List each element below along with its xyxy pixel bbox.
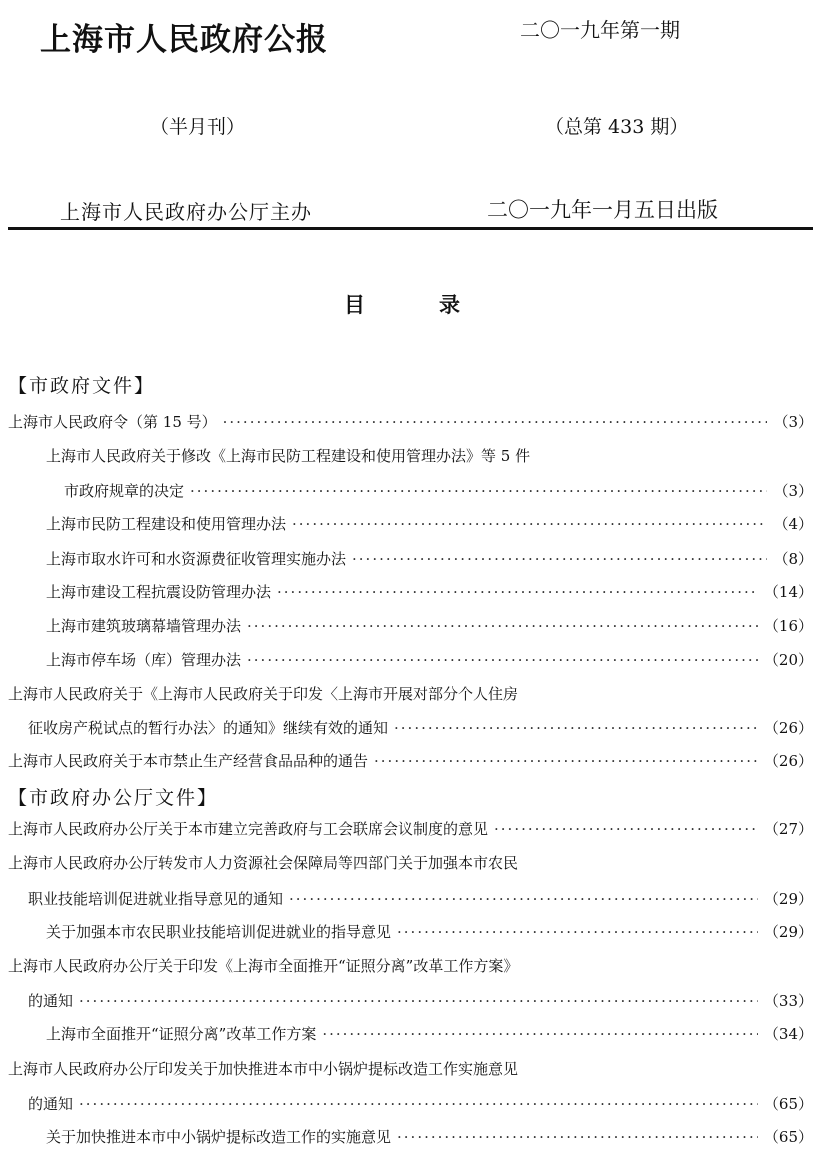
toc-entry-title: 上海市建筑玻璃幕墙管理办法 (46, 617, 242, 635)
toc-entry (28, 717, 813, 739)
dot-leader (394, 719, 758, 737)
toc-entry-line: 上海市人民政府办公厅印发关于加快推进本市中小锅炉提标改造工作实施意见 (8, 1060, 519, 1078)
toc-entry (46, 581, 813, 603)
toc-entry-title: 市政府规章的决定 (64, 482, 185, 500)
dot-leader (223, 413, 768, 431)
dot-leader (277, 583, 758, 601)
toc-entry (28, 888, 813, 910)
dot-leader (397, 923, 758, 941)
toc-entry (8, 750, 813, 772)
total-issue-number: （总第 433 期） (545, 116, 689, 138)
sponsor-line: 上海市人民政府办公厅主办 (60, 200, 312, 224)
toc-entry (46, 1023, 813, 1045)
toc-entry-title: 的通知 (28, 1095, 74, 1113)
section-heading: 【市政府文件】 (8, 375, 156, 397)
toc-entry-title: 职业技能培训促进就业指导意见的通知 (28, 890, 284, 908)
dot-leader (247, 651, 758, 669)
page-number: （16） (763, 617, 813, 635)
page-number: （26） (763, 719, 813, 737)
dot-leader (374, 752, 758, 770)
publish-date: 二〇一九年一月五日出版 (487, 198, 718, 222)
dot-leader (292, 515, 767, 533)
dot-leader (79, 1095, 758, 1113)
toc-entry-title: 征收房产税试点的暂行办法〉的通知》继续有效的通知 (28, 719, 389, 737)
page-number: （20） (763, 651, 813, 669)
toc-entry-title: 上海市民防工程建设和使用管理办法 (46, 515, 287, 533)
page-number: （8） (773, 550, 813, 568)
page-number: （65） (763, 1128, 813, 1146)
toc-entry-title: 上海市建设工程抗震设防管理办法 (46, 583, 272, 601)
page-number: （27） (763, 820, 813, 838)
page-number: （26） (763, 752, 813, 770)
page-number: （29） (763, 890, 813, 908)
dot-leader (289, 890, 758, 908)
toc-entry (8, 818, 813, 840)
toc-entry (28, 1093, 813, 1115)
dot-leader (494, 820, 758, 838)
toc-entry-line: 上海市人民政府关于《上海市人民政府关于印发〈上海市开展对部分个人住房 (8, 685, 519, 703)
dot-leader (322, 1025, 758, 1043)
page-number: （65） (763, 1095, 813, 1113)
toc-entry-title: 上海市取水许可和水资源费征收管理实施办法 (46, 550, 347, 568)
toc-entry-line: 上海市人民政府关于修改《上海市民防工程建设和使用管理办法》等 5 件 (46, 447, 531, 465)
page-number: （4） (773, 515, 813, 533)
toc-entry-title: 上海市全面推开“证照分离”改革工作方案 (46, 1025, 317, 1043)
page-number: （33） (763, 992, 813, 1010)
page-number: （3） (773, 413, 813, 431)
dot-leader (397, 1128, 758, 1146)
toc-entry-title: 上海市停车场（库）管理办法 (46, 651, 242, 669)
dot-leader (247, 617, 758, 635)
header-divider (8, 227, 813, 230)
page-number: （14） (763, 583, 813, 601)
page-number: （3） (773, 482, 813, 500)
page-number: （29） (763, 923, 813, 941)
toc-entry (8, 411, 813, 433)
toc-entry-line: 上海市人民政府办公厅转发市人力资源社会保障局等四部门关于加强本市农民 (8, 854, 519, 872)
dot-leader (79, 992, 758, 1010)
section-heading: 【市政府办公厅文件】 (8, 787, 219, 809)
page-number: （34） (763, 1025, 813, 1043)
toc-entry-title: 上海市人民政府办公厅关于本市建立完善政府与工会联席会议制度的意见 (8, 820, 489, 838)
gazette-title: 上海市人民政府公报 (40, 22, 328, 58)
toc-entry-title: 关于加快推进本市中小锅炉提标改造工作的实施意见 (46, 1128, 392, 1146)
toc-title: 目录 (344, 293, 534, 317)
publication-frequency: （半月刊） (150, 116, 246, 138)
toc-entry (28, 990, 813, 1012)
toc-entry-line: 上海市人民政府办公厅关于印发《上海市全面推开“证照分离”改革工作方案》 (8, 957, 519, 975)
toc-entry-title: 关于加强本市农民职业技能培训促进就业的指导意见 (46, 923, 392, 941)
toc-entry-title: 的通知 (28, 992, 74, 1010)
toc-entry-title: 上海市人民政府关于本市禁止生产经营食品品种的通告 (8, 752, 369, 770)
dot-leader (190, 482, 767, 500)
toc-entry (46, 921, 813, 943)
toc-entry-title: 上海市人民政府令（第 15 号） (8, 413, 217, 431)
toc-entry (46, 548, 813, 570)
toc-entry (46, 513, 813, 535)
toc-entry (46, 1126, 813, 1148)
issue-number: 二〇一九年第一期 (520, 18, 680, 42)
toc-entry (46, 649, 813, 671)
dot-leader (352, 550, 767, 568)
toc-entry (64, 480, 813, 502)
toc-entry (46, 615, 813, 637)
